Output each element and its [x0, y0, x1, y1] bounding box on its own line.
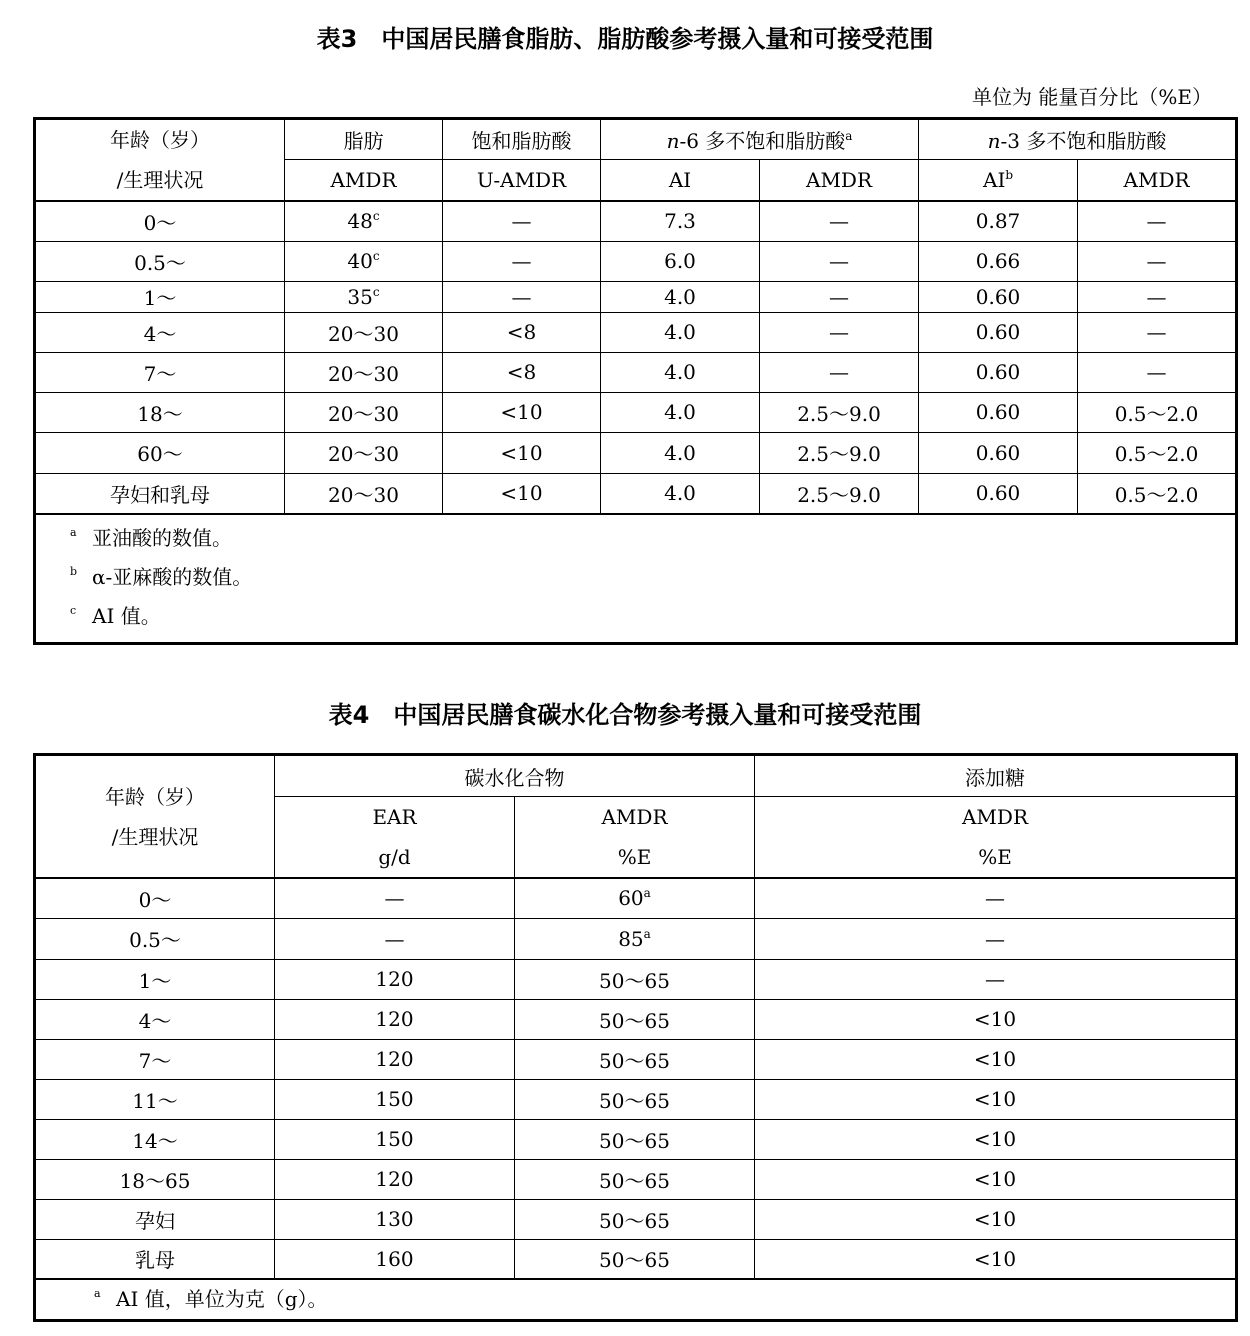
n6-prefix: n — [666, 129, 680, 154]
amdr-header-line2: %E — [617, 845, 652, 869]
sfa-cell: <10 — [443, 392, 601, 432]
amdr-cell — [515, 1239, 755, 1279]
ear-cell: 120 — [275, 1039, 515, 1079]
age-header-line1: 年龄（岁） — [105, 784, 205, 809]
amdr-cell — [515, 999, 755, 1039]
carb-header: 碳水化合物 — [275, 755, 755, 797]
age-cell: 18～ — [35, 392, 285, 432]
ear-cell: 130 — [275, 1199, 515, 1239]
n6-rest: -6 多不饱和脂肪酸 — [679, 129, 846, 154]
ear-cell: 120 — [275, 999, 515, 1039]
ear-header — [275, 797, 515, 879]
sfa-cell: <8 — [443, 352, 601, 392]
fat-header: 脂肪 — [285, 119, 443, 160]
age-cell: 孕妇和乳母 — [35, 473, 285, 514]
table-row — [35, 281, 1237, 312]
n3-ai-cell: 0.66 — [919, 241, 1078, 281]
footnote — [94, 1280, 1235, 1319]
n6-footnote-mark: a — [845, 129, 853, 144]
footnote-mark: a — [70, 526, 77, 539]
fat-cell — [285, 352, 443, 392]
table3-notes — [35, 514, 1237, 644]
amdr-cell — [515, 918, 755, 959]
n6-ai-cell: 7.3 — [601, 201, 760, 241]
n3-amdr-cell: — — [1078, 201, 1237, 241]
amdr-cell — [515, 1159, 755, 1199]
table3-notes-row — [35, 514, 1237, 644]
sugar-header-line1: AMDR — [961, 805, 1028, 829]
table-row — [35, 1239, 1237, 1279]
n6-amdr-cell: 2.5～9.0 — [760, 392, 919, 432]
n3-ai-label: AI — [983, 168, 1006, 193]
n3-ai-header — [919, 160, 1078, 201]
amdr-footnote-mark: a — [643, 926, 651, 941]
amdr-cell — [515, 1199, 755, 1239]
n6-header — [601, 119, 919, 160]
table-row — [35, 878, 1237, 918]
table-row — [35, 1159, 1237, 1199]
age-header-line2: /生理状况 — [111, 824, 199, 849]
n6-amdr-header: AMDR — [760, 160, 919, 201]
amdr-value: 50～65 — [599, 1208, 670, 1233]
age-cell: 11～ — [35, 1079, 275, 1119]
amdr-cell — [515, 1039, 755, 1079]
n3-amdr-header: AMDR — [1078, 160, 1237, 201]
sfa-cell: — — [443, 241, 601, 281]
n3-ai-cell: 0.60 — [919, 473, 1078, 514]
sfa-cell: — — [443, 281, 601, 312]
ear-cell: — — [275, 878, 515, 918]
fat-value: 20～30 — [328, 361, 399, 386]
table-row — [35, 1199, 1237, 1239]
n3-ai-cell: 0.60 — [919, 392, 1078, 432]
amdr-value: 50～65 — [599, 968, 670, 993]
n6-amdr-cell: — — [760, 312, 919, 352]
table3 — [33, 117, 1238, 645]
table-row — [35, 1039, 1237, 1079]
n6-ai-cell: 4.0 — [601, 352, 760, 392]
ear-cell: — — [275, 918, 515, 959]
age-cell: 7～ — [35, 1039, 275, 1079]
ear-header-line1: EAR — [372, 805, 417, 829]
age-cell: 4～ — [35, 999, 275, 1039]
age-header-line2: /生理状况 — [116, 168, 204, 192]
table-row — [35, 1119, 1237, 1159]
table-row — [35, 959, 1237, 999]
age-cell: 1～ — [35, 281, 285, 312]
sugar-cell: <10 — [755, 1239, 1237, 1279]
sugar-header-line2: %E — [978, 845, 1012, 869]
table3-body — [35, 201, 1237, 514]
table4-header-row-1 — [35, 755, 1237, 797]
sugar-amdr-header — [755, 797, 1237, 879]
sugar-cell: — — [755, 878, 1237, 918]
age-cell: 0.5～ — [35, 241, 285, 281]
n6-ai-cell: 6.0 — [601, 241, 760, 281]
sugar-cell: <10 — [755, 999, 1237, 1039]
amdr-value: 60 — [618, 886, 644, 911]
table4-notes — [35, 1279, 1237, 1321]
sugar-cell: — — [755, 918, 1237, 959]
n6-ai-cell: 4.0 — [601, 312, 760, 352]
sfa-cell: <10 — [443, 473, 601, 514]
n6-amdr-cell: 2.5～9.0 — [760, 473, 919, 514]
ear-cell: 120 — [275, 1159, 515, 1199]
n6-amdr-cell: — — [760, 352, 919, 392]
fat-sub-header: AMDR — [285, 160, 443, 201]
n6-amdr-cell: — — [760, 241, 919, 281]
n6-ai-header: AI — [601, 160, 760, 201]
fat-cell — [285, 201, 443, 241]
fat-value: 40 — [347, 249, 373, 273]
ear-cell: 150 — [275, 1079, 515, 1119]
amdr-cell — [515, 1119, 755, 1159]
age-cell: 14～ — [35, 1119, 275, 1159]
n3-amdr-cell: 0.5～2.0 — [1078, 392, 1237, 432]
age-cell: 1～ — [35, 959, 275, 999]
sugar-cell: — — [755, 959, 1237, 999]
footnote — [70, 558, 1235, 597]
fat-value: 35 — [347, 284, 373, 309]
table-row — [35, 473, 1237, 514]
sugar-cell: <10 — [755, 1119, 1237, 1159]
fat-footnote-mark: c — [372, 284, 380, 299]
sfa-cell: <10 — [443, 432, 601, 473]
fat-value: 20～30 — [328, 321, 399, 346]
fat-value: 48 — [347, 209, 373, 234]
amdr-value: 50～65 — [599, 1088, 670, 1113]
table4-notes-row — [35, 1279, 1237, 1321]
amdr-cell — [515, 878, 755, 918]
n6-ai-cell: 4.0 — [601, 392, 760, 432]
n3-amdr-cell: 0.5～2.0 — [1078, 432, 1237, 473]
sfa-header: 饱和脂肪酸 — [443, 119, 601, 160]
table-row — [35, 201, 1237, 241]
footnote-mark: b — [70, 565, 78, 578]
age-cell: 18～65 — [35, 1159, 275, 1199]
sugar-cell: <10 — [755, 1159, 1237, 1199]
n6-amdr-cell: 2.5～9.0 — [760, 432, 919, 473]
amdr-footnote-mark: a — [643, 886, 651, 901]
table-row — [35, 241, 1237, 281]
n6-amdr-cell: — — [760, 281, 919, 312]
fat-cell — [285, 432, 443, 473]
amdr-value: 50～65 — [599, 1128, 670, 1153]
fat-footnote-mark: c — [372, 249, 380, 263]
n6-amdr-cell: — — [760, 201, 919, 241]
ear-cell: 150 — [275, 1119, 515, 1159]
table-row — [35, 1079, 1237, 1119]
age-cell: 0.5～ — [35, 918, 275, 959]
table-row — [35, 352, 1237, 392]
n3-ai-footnote-mark: b — [1005, 168, 1014, 183]
footnote — [70, 519, 1235, 558]
n3-ai-cell: 0.60 — [919, 281, 1078, 312]
ear-cell: 120 — [275, 959, 515, 999]
n6-ai-cell: 4.0 — [601, 281, 760, 312]
n3-amdr-cell: 0.5～2.0 — [1078, 473, 1237, 514]
amdr-value: 50～65 — [599, 1168, 670, 1193]
sugar-cell: <10 — [755, 1199, 1237, 1239]
footnote-text: AI 值，单位为克（g）。 — [116, 1287, 328, 1311]
n3-rest: -3 多不饱和脂肪酸 — [1000, 129, 1167, 154]
fat-cell — [285, 312, 443, 352]
amdr-value: 50～65 — [599, 1248, 670, 1273]
n3-ai-cell: 0.60 — [919, 352, 1078, 392]
table3-unit: 单位为 能量百分比（%E） — [972, 85, 1212, 109]
sfa-cell: — — [443, 201, 601, 241]
n3-amdr-cell: — — [1078, 241, 1237, 281]
age-cell: 孕妇 — [35, 1199, 275, 1239]
age-cell: 0～ — [35, 878, 275, 918]
age-header-line1: 年龄（岁） — [110, 128, 210, 152]
fat-cell — [285, 281, 443, 312]
age-header-cell — [35, 755, 275, 879]
age-cell: 0～ — [35, 201, 285, 241]
amdr-value: 85 — [618, 926, 644, 951]
n3-ai-cell: 0.60 — [919, 312, 1078, 352]
amdr-cell — [515, 1079, 755, 1119]
n3-amdr-cell: — — [1078, 352, 1237, 392]
fat-value: 20～30 — [328, 401, 399, 426]
footnote-text: 亚油酸的数值。 — [92, 526, 232, 550]
fat-footnote-mark: c — [372, 209, 380, 224]
table-row — [35, 392, 1237, 432]
age-cell: 60～ — [35, 432, 285, 473]
age-header-cell — [35, 119, 285, 202]
footnote-mark: a — [94, 1287, 101, 1300]
n3-header — [919, 119, 1237, 160]
age-cell: 4～ — [35, 312, 285, 352]
footnote-text: α-亚麻酸的数值。 — [92, 565, 253, 589]
n3-amdr-cell: — — [1078, 312, 1237, 352]
fat-cell — [285, 473, 443, 514]
table3-title: 表3 中国居民膳食脂肪、脂肪酸参考摄入量和可接受范围 — [316, 25, 934, 53]
table4-body — [35, 878, 1237, 1279]
table4 — [33, 753, 1238, 1322]
footnote — [70, 597, 1235, 636]
ear-cell: 160 — [275, 1239, 515, 1279]
n3-prefix: n — [987, 129, 1001, 154]
fat-value: 20～30 — [328, 442, 399, 466]
sfa-cell: <8 — [443, 312, 601, 352]
sugar-cell: <10 — [755, 1079, 1237, 1119]
fat-value: 20～30 — [328, 482, 399, 507]
table-row — [35, 432, 1237, 473]
table3-header-row-1 — [35, 119, 1237, 160]
table-row — [35, 999, 1237, 1039]
amdr-header — [515, 797, 755, 879]
sfa-sub-header: U-AMDR — [443, 160, 601, 201]
age-cell: 7～ — [35, 352, 285, 392]
sugar-header: 添加糖 — [755, 755, 1237, 797]
amdr-value: 50～65 — [599, 1048, 670, 1073]
footnote-text: AI 值。 — [92, 604, 161, 628]
n6-ai-cell: 4.0 — [601, 473, 760, 514]
amdr-cell — [515, 959, 755, 999]
table-row — [35, 312, 1237, 352]
sugar-cell: <10 — [755, 1039, 1237, 1079]
n3-amdr-cell: — — [1078, 281, 1237, 312]
table4-title: 表4 中国居民膳食碳水化合物参考摄入量和可接受范围 — [328, 701, 922, 729]
table-row — [35, 918, 1237, 959]
amdr-header-line1: AMDR — [601, 805, 668, 829]
fat-cell — [285, 241, 443, 281]
n3-ai-cell: 0.87 — [919, 201, 1078, 241]
age-cell: 乳母 — [35, 1239, 275, 1279]
fat-cell — [285, 392, 443, 432]
ear-header-line2: g/d — [378, 845, 411, 869]
n3-ai-cell: 0.60 — [919, 432, 1078, 473]
footnote-mark: c — [70, 604, 77, 617]
n6-ai-cell: 4.0 — [601, 432, 760, 473]
amdr-value: 50～65 — [599, 1008, 670, 1033]
